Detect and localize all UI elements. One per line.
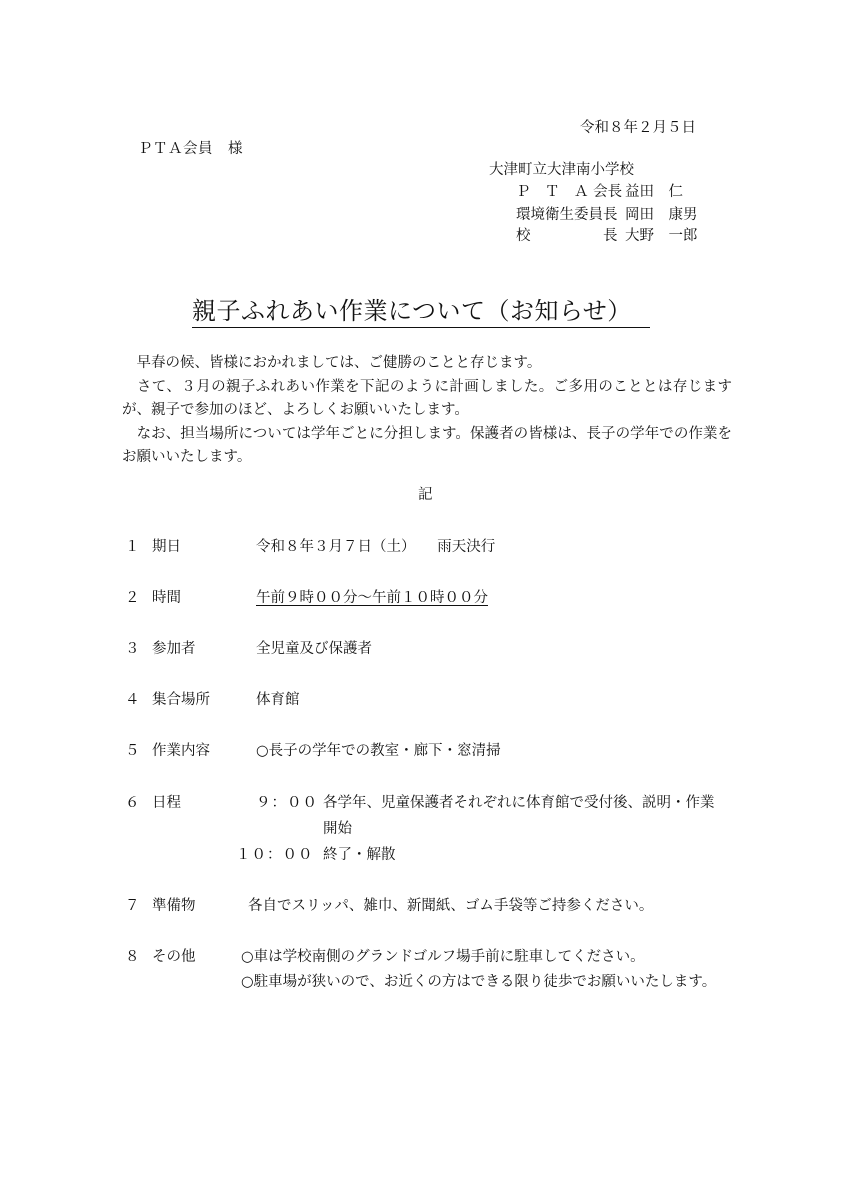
item-value-other: ○車は学校南側のグランドゴルフ場手前に駐車してください。: [241, 949, 645, 965]
item-number: １: [125, 539, 140, 555]
item-value-time: 午前９時００分～午前１０時００分: [256, 590, 488, 606]
item-value-items: 各自でスリッパ、雑巾、新聞紙、ゴム手袋等ご持参ください。: [248, 898, 654, 914]
item-number: ４: [125, 692, 140, 708]
item-number: ５: [125, 743, 140, 759]
item-number: ８: [125, 949, 140, 965]
schedule-desc: 各学年、児童保護者それぞれに体育館で受付後、説明・作業: [323, 795, 715, 811]
body-paragraph: 早春の候、皆様におかれましては、ご健勝のことと存じます。: [136, 355, 542, 371]
item-value-participants: 全児童及び保護者: [256, 641, 372, 657]
item-value-place: 体育館: [256, 692, 300, 708]
document-date: 令和８年２月５日: [580, 120, 696, 136]
item-label: 参加者: [152, 641, 196, 657]
item-number: ７: [125, 898, 140, 914]
sender-role-principal: 校 長: [516, 228, 618, 244]
item-number: ３: [125, 641, 140, 657]
sender-name-principal: 大野 一郎: [625, 228, 698, 244]
schedule-time: １０：００: [236, 847, 314, 863]
document-title: 親子ふれあい作業について（お知らせ）: [192, 291, 650, 328]
sender-role-env: 環境衛生委員長: [516, 207, 618, 223]
schedule-time: ９：００: [256, 795, 318, 811]
item-label: その他: [152, 949, 196, 965]
item-label: 準備物: [152, 898, 196, 914]
school-name: 大津町立大津南小学校: [489, 162, 634, 178]
schedule-desc: 終了・解散: [323, 847, 396, 863]
item-value-other-extra: ○駐車場が狭いので、お近くの方はできる限り徒歩でお願いいたします。: [241, 974, 717, 990]
sender-role-pta: Ｐ Ｔ Ａ 会長: [516, 184, 623, 200]
schedule-desc-cont: 開始: [323, 821, 352, 837]
addressee: ＰＴＡ会員 様: [138, 141, 243, 157]
item-label: 集合場所: [152, 692, 210, 708]
item-number: ６: [125, 795, 140, 811]
sender-name-pta: 益田 仁: [625, 184, 683, 200]
body-paragraph: さて、３月の親子ふれあい作業を下記のように計画しました。ご多用のこととは存じますが、親子で参加のほど、よろしくお願いいたします。: [122, 378, 732, 418]
item-label: 期日: [152, 539, 181, 555]
body-text: [122, 352, 732, 470]
body-paragraph: なお、担当場所については学年ごとに分担します。保護者の皆様は、長子の学年での作業をお願いいたします。: [122, 425, 733, 465]
item-value-work: ○長子の学年での教室・廊下・窓清掃: [256, 743, 501, 759]
sender-name-env: 岡田 康男: [625, 207, 698, 223]
ki-heading: 記: [418, 487, 433, 503]
item-value-date: 令和８年３月７日（土） 雨天決行: [256, 539, 496, 555]
item-label: 作業内容: [152, 743, 210, 759]
item-label: 日程: [152, 795, 181, 811]
item-number: ２: [125, 590, 140, 606]
item-label: 時間: [152, 590, 181, 606]
